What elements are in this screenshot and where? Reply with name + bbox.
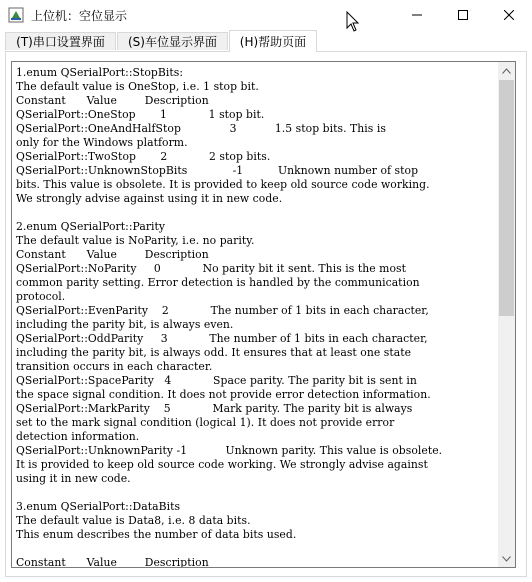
- help-text-line: the space signal condition. It does not provide error detection information.: [16, 388, 431, 401]
- scroll-up-button[interactable]: [498, 62, 515, 79]
- help-text-line: protocol.: [16, 290, 66, 303]
- help-text-line: The default value is Data8, i.e. 8 data bits.: [16, 514, 251, 527]
- help-text-line: including the parity bit, is always even.: [16, 318, 234, 331]
- help-text-line: Constant Value Description: [16, 556, 209, 568]
- help-text-line: QSerialPort::OddParity 3 The number of 1 bits in each character,: [16, 332, 428, 345]
- tab-bar: [0, 30, 532, 52]
- minimize-button[interactable]: [394, 0, 440, 30]
- tab-label: (S)车位显示界面: [128, 35, 217, 49]
- tab-label: (T)串口设置界面: [16, 35, 105, 49]
- help-text-line: bits. This value is obsolete. It is provided to keep old source code working.: [16, 178, 430, 191]
- window-title: 上位机：空位显示: [31, 9, 128, 23]
- help-text-line: including the parity bit, is always odd. It ensures that at least one state: [16, 346, 412, 359]
- chevron-down-icon: [502, 556, 511, 562]
- help-text-line: 1.enum QSerialPort::StopBits:: [16, 66, 184, 79]
- help-text-line: common parity setting. Error detection is handled by the communication: [16, 276, 420, 289]
- close-icon: [504, 10, 514, 20]
- help-text-line: only for the Windows platform.: [16, 136, 188, 149]
- tab-label: (H)帮助页面: [239, 35, 307, 49]
- help-text-line: detection information.: [16, 430, 140, 443]
- tab-help[interactable]: [229, 30, 317, 52]
- help-text-line: QSerialPort::OneAndHalfStop 3 1.5 stop bits. This is: [16, 122, 386, 135]
- app-icon: [8, 7, 24, 23]
- help-text-line: The default value is OneStop, i.e. 1 stop bit.: [16, 80, 259, 93]
- help-text-line: 2.enum QSerialPort::Parity: [16, 220, 166, 233]
- maximize-button[interactable]: [440, 0, 486, 30]
- help-text-line: We strongly advise against using it in new code.: [16, 192, 283, 205]
- chevron-up-icon: [502, 68, 511, 74]
- help-text-line: QSerialPort::MarkParity 5 Mark parity. The parity bit is always: [16, 402, 413, 415]
- help-text-line: Constant Value Description: [16, 94, 209, 107]
- scroll-down-button[interactable]: [498, 550, 515, 567]
- help-text-area[interactable]: [11, 61, 516, 568]
- title-bar: [0, 0, 532, 30]
- help-text-line: QSerialPort::EvenParity 2 The number of 1 bits in each character,: [16, 304, 429, 317]
- tab-parking-display[interactable]: [117, 32, 228, 50]
- help-text-line: QSerialPort::UnknownParity -1 Unknown parity. This value is obsolete.: [16, 444, 443, 457]
- help-text-line: using it in new code.: [16, 472, 131, 485]
- tab-serial-settings[interactable]: [5, 32, 116, 50]
- help-text-line: This enum describes the number of data bits used.: [16, 528, 297, 541]
- help-text-line: QSerialPort::SpaceParity 4 Space parity. The parity bit is sent in: [16, 374, 417, 387]
- help-text-line: 3.enum QSerialPort::DataBits: [16, 500, 181, 513]
- help-text-line: Constant Value Description: [16, 248, 209, 261]
- help-text-line: QSerialPort::OneStop 1 1 stop bit.: [16, 108, 265, 121]
- help-text-line: QSerialPort::NoParity 0 No parity bit it sent. This is the most: [16, 262, 406, 275]
- help-text-line: QSerialPort::UnknownStopBits -1 Unknown number of stop: [16, 164, 419, 177]
- maximize-icon: [458, 10, 468, 20]
- minimize-icon: [412, 10, 422, 20]
- help-text-line: transition occurs in each character.: [16, 360, 213, 373]
- help-text-line: The default value is NoParity, i.e. no parity.: [16, 234, 255, 247]
- help-text-line: QSerialPort::TwoStop 2 2 stop bits.: [16, 150, 271, 163]
- help-text-content: [16, 66, 496, 568]
- help-text-line: [16, 486, 496, 500]
- vertical-scrollbar[interactable]: [498, 62, 515, 567]
- close-button[interactable]: [486, 0, 532, 30]
- scrollbar-thumb[interactable]: [499, 80, 514, 316]
- help-text-line: [16, 542, 496, 556]
- help-text-line: set to the mark signal condition (logical 1). It does not provide error: [16, 416, 395, 429]
- help-text-line: It is provided to keep old source code working. We strongly advise against: [16, 458, 428, 471]
- help-text-line: [16, 206, 496, 220]
